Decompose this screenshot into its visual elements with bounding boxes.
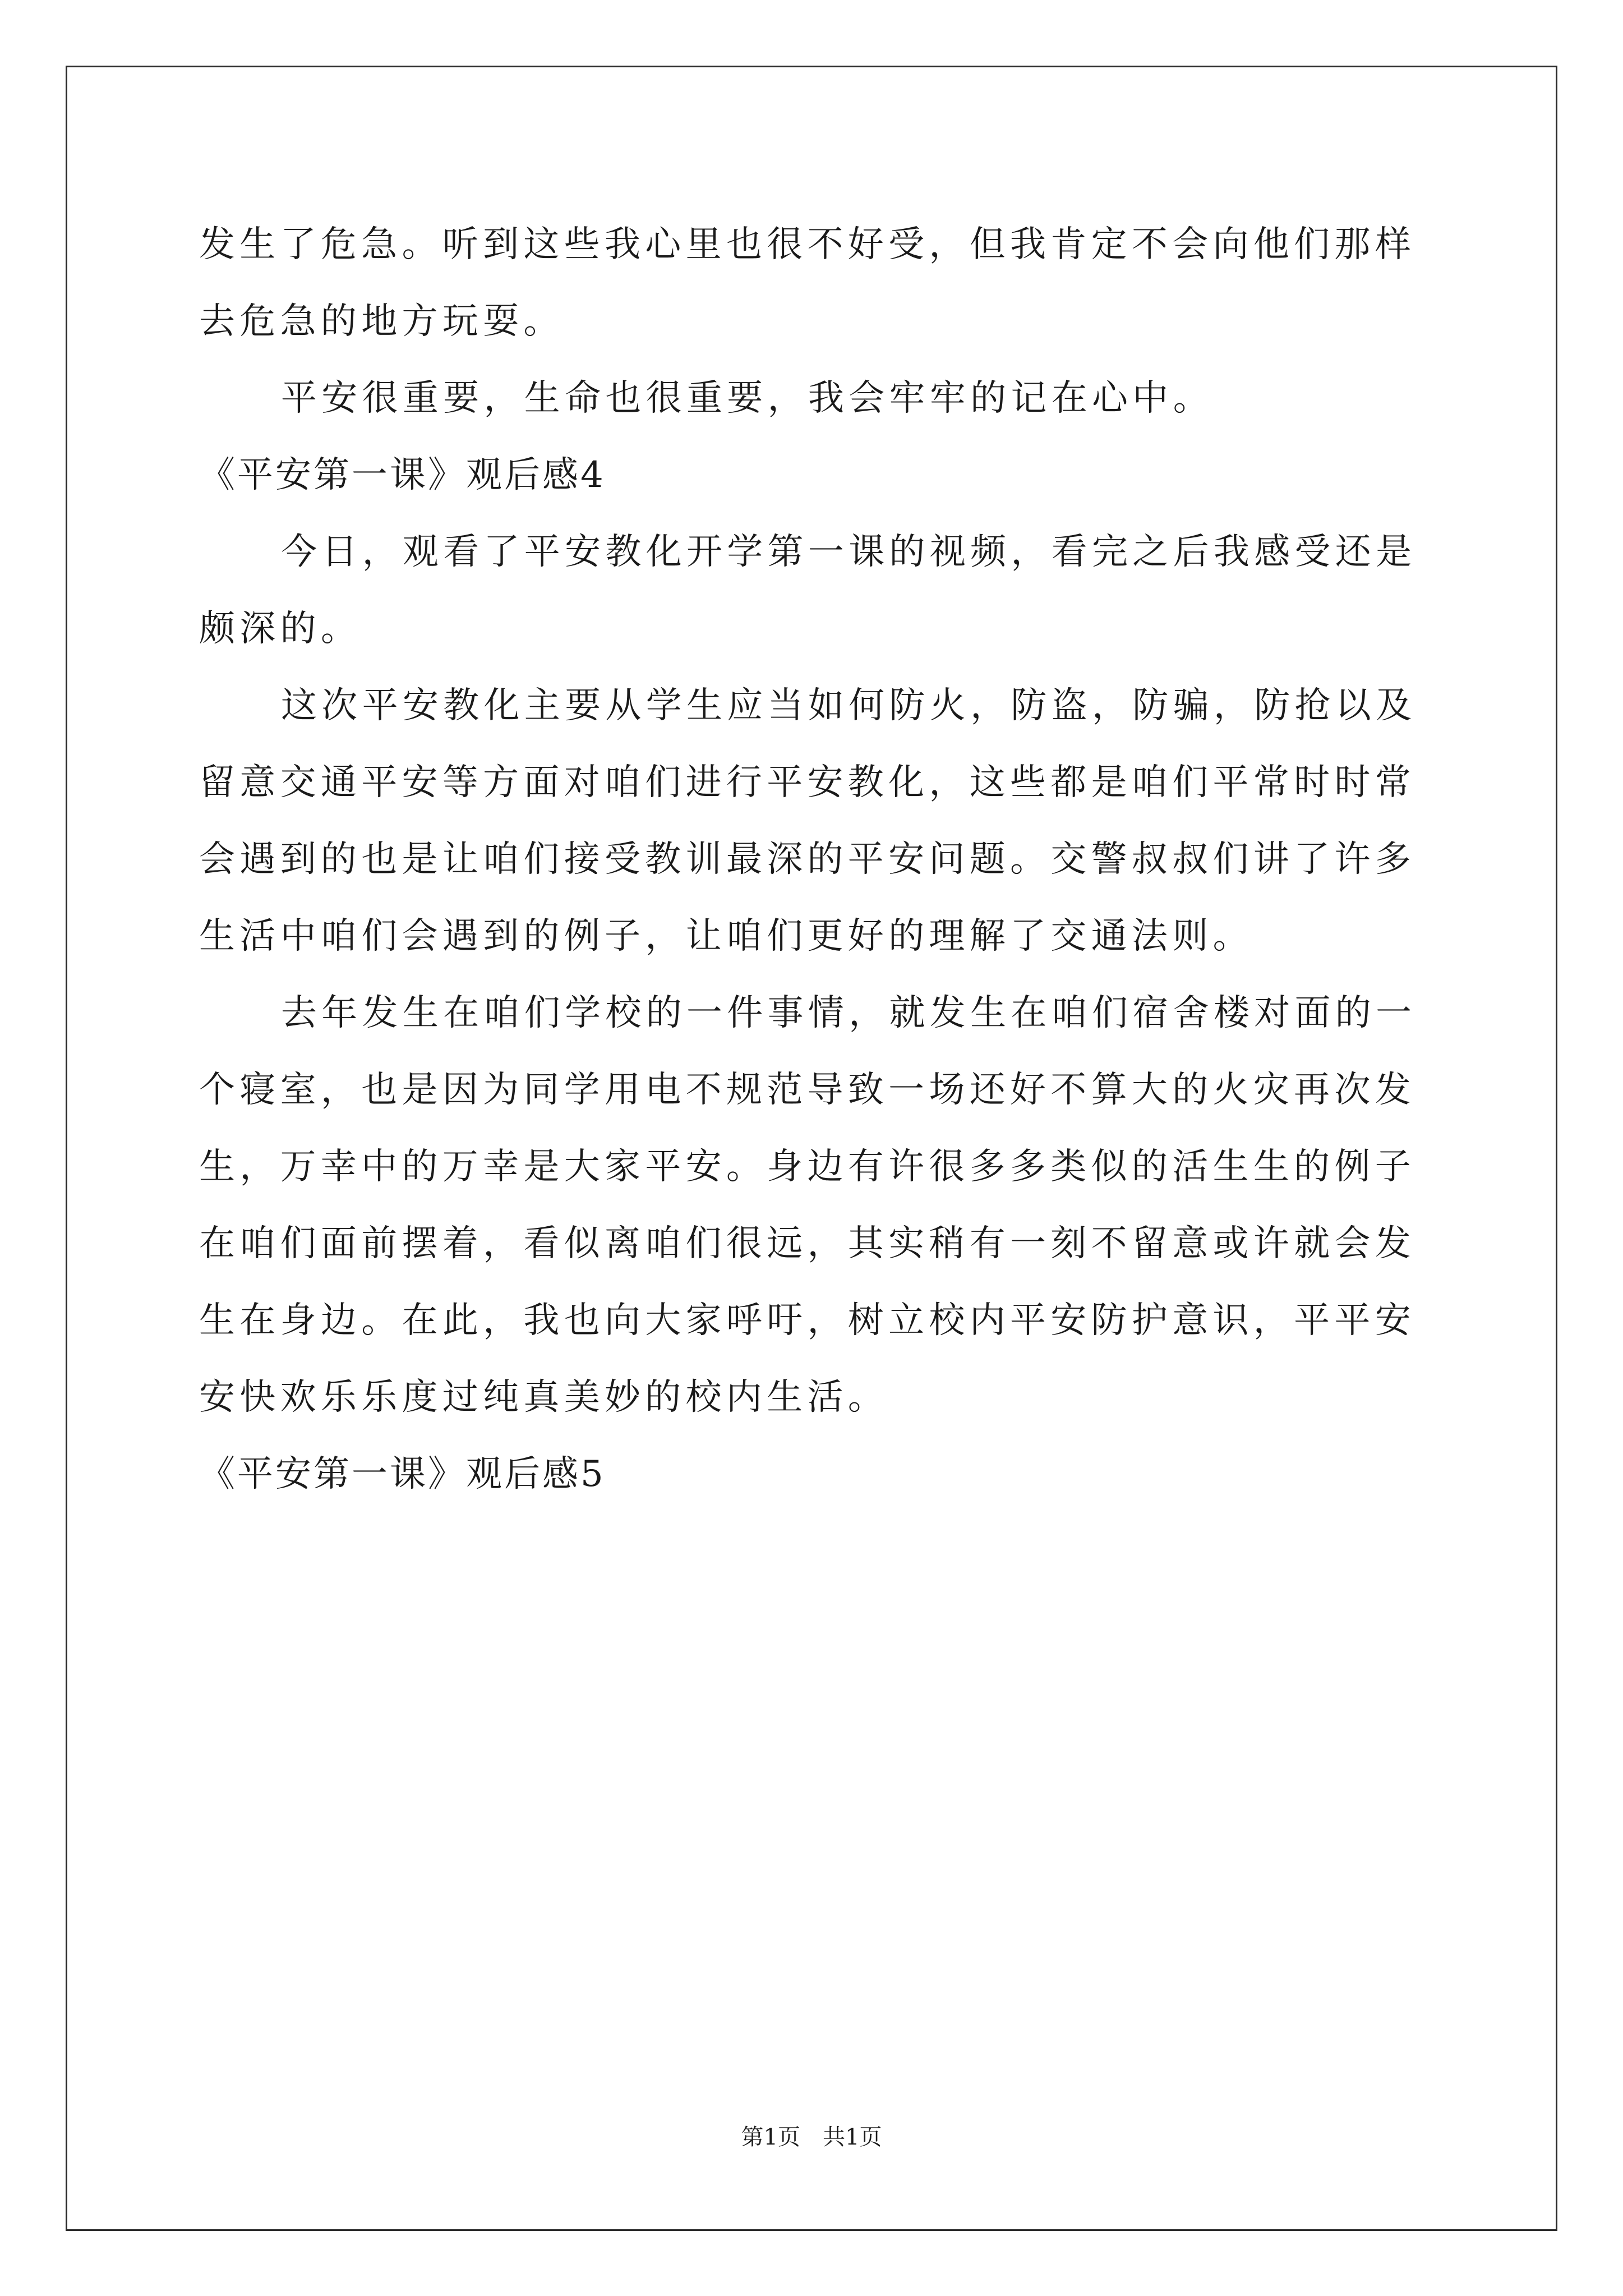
text-line: 去危急的地方玩耍。 [199, 301, 564, 342]
page-number-label: 第1页 共1页 [741, 2124, 882, 2150]
text-line: 安快欢乐乐度过纯真美妙的校内生活。 [199, 1377, 889, 1418]
text-line: 颇深的。 [199, 608, 362, 650]
text-line: 在咱们面前摆着，看似离咱们很远，其实稍有一刻不留意或许就会发 [199, 1223, 1415, 1264]
paragraph-start: 今日，观看了平安教化开学第一课的视频，看完之后我感受还是 [281, 531, 1417, 573]
paragraph-start: 这次平安教化主要从学生应当如何防火，防盗，防骗，防抢以及 [281, 685, 1417, 726]
paragraph-start: 去年发生在咱们学校的一件事情，就发生在咱们宿舍楼对面的一 [281, 992, 1417, 1034]
section-heading: 《平安第一课》观后感4 [199, 454, 606, 496]
text-line: 会遇到的也是让咱们接受教训最深的平安问题。交警叔叔们讲了许多 [199, 839, 1415, 880]
text-line: 个寝室，也是因为同学用电不规范导致一场还好不算大的火灾再次发 [199, 1069, 1415, 1111]
paragraph-start: 平安很重要，生命也很重要，我会牢牢的记在心中。 [281, 378, 1214, 419]
text-line: 生活中咱们会遇到的例子，让咱们更好的理解了交通法则。 [199, 915, 1253, 957]
text-line: 留意交通平安等方面对咱们进行平安教化，这些都是咱们平常时时常 [199, 762, 1415, 803]
page-footer [0, 2120, 1623, 2154]
text-line: 生在身边。在此，我也向大家呼吁，树立校内平安防护意识，平平安 [199, 1300, 1415, 1341]
text-line: 发生了危急。听到这些我心里也很不好受，但我肯定不会向他们那样 [199, 224, 1415, 265]
section-heading: 《平安第一课》观后感5 [199, 1453, 606, 1495]
text-line: 生，万幸中的万幸是大家平安。身边有许很多多类似的活生生的例子 [199, 1146, 1415, 1188]
document-body [199, 206, 1427, 1513]
